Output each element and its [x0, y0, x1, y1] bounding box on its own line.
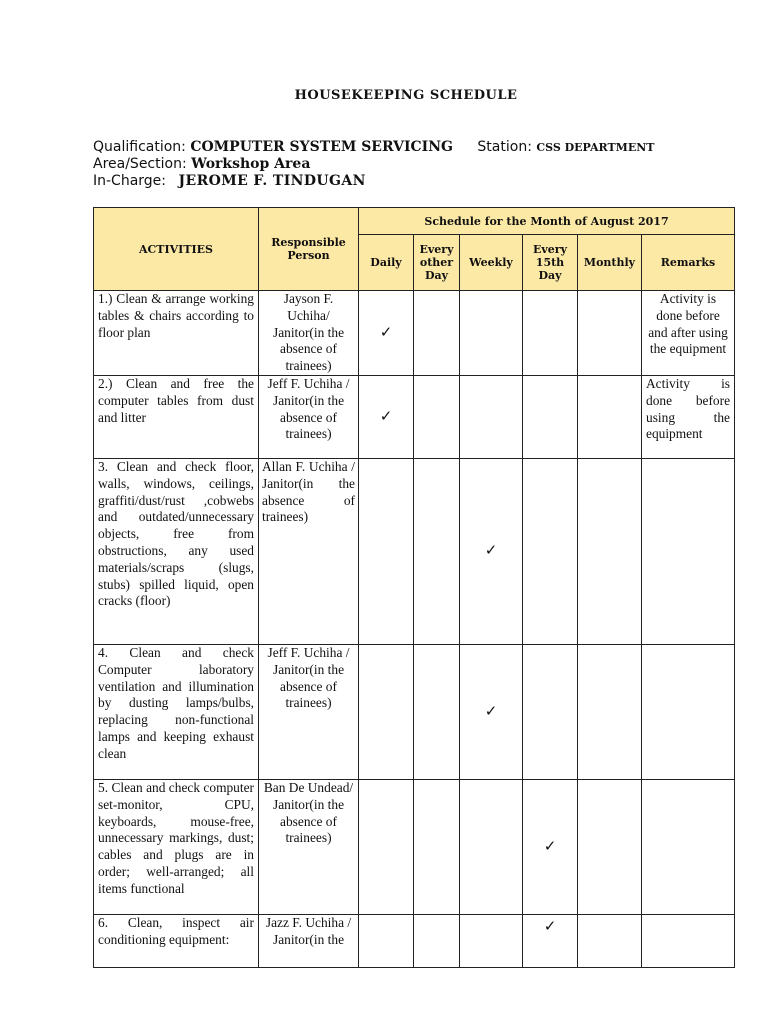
area-label: Area/Section: — [93, 156, 187, 172]
activity-cell: 1.) Clean & arrange working tables & chairs according to floor plan — [94, 291, 259, 376]
table-row — [94, 914, 735, 967]
schedule-cell — [460, 779, 523, 914]
responsible-cell: Jeff F. Uchiha / Janitor(in the absence of trainees) — [259, 375, 359, 458]
table-row — [94, 458, 735, 644]
schedule-cell — [359, 291, 414, 376]
schedule-cell — [460, 458, 523, 644]
schedule-cell — [359, 375, 414, 458]
schedule-cell — [578, 779, 642, 914]
schedule-cell — [460, 375, 523, 458]
schedule-cell — [523, 375, 578, 458]
activity-cell: 6. Clean, inspect air conditioning equipment: — [94, 914, 259, 967]
incharge-line — [93, 173, 366, 189]
schedule-cell — [460, 644, 523, 779]
header-every-other-day: Every other Day — [414, 235, 460, 291]
activity-cell: 2.) Clean and free the computer tables from dust and litter — [94, 375, 259, 458]
schedule-cell — [523, 644, 578, 779]
area-line — [93, 156, 310, 172]
header-remarks: Remarks — [642, 235, 735, 291]
incharge-label: In-Charge: — [93, 173, 167, 189]
station-value: CSS DEPARTMENT — [536, 141, 655, 154]
table-row — [94, 644, 735, 779]
header-activities: ACTIVITIES — [94, 208, 259, 291]
responsible-cell: Jayson F. Uchiha/ Janitor(in the absence of trainees) — [259, 291, 359, 376]
schedule-cell — [414, 779, 460, 914]
area-value: Workshop Area — [191, 156, 311, 172]
table-row — [94, 375, 735, 458]
schedule-cell — [578, 291, 642, 376]
schedule-cell — [523, 291, 578, 376]
schedule-cell — [359, 779, 414, 914]
schedule-cell — [460, 291, 523, 376]
check-icon: ✓ — [543, 918, 557, 935]
schedule-cell — [578, 458, 642, 644]
responsible-cell: Jazz F. Uchiha / Janitor(in the — [259, 914, 359, 967]
responsible-cell: Jeff F. Uchiha / Janitor(in the absence of trainees) — [259, 644, 359, 779]
activity-cell: 4. Clean and check Computer laboratory ventilation and illumination by dusting lamps/bulbs, replacing non-functional lamps and keeping exhaust clean — [94, 644, 259, 779]
responsible-cell: Allan F. Uchiha / Janitor(in the absence of trainees) — [259, 458, 359, 644]
responsible-cell: Ban De Undead/ Janitor(in the absence of trainees) — [259, 779, 359, 914]
remarks-cell — [642, 779, 735, 914]
schedule-cell — [578, 375, 642, 458]
page-title: HOUSEKEEPING SCHEDULE — [294, 88, 518, 103]
remarks-cell: Activity is done before using the equipment — [642, 375, 735, 458]
check-icon: ✓ — [379, 408, 393, 425]
table-row — [94, 291, 735, 376]
header-responsible: Responsible Person — [259, 208, 359, 291]
schedule-cell — [578, 914, 642, 967]
remarks-cell — [642, 458, 735, 644]
remarks-cell — [642, 914, 735, 967]
qualification-line — [93, 139, 654, 155]
incharge-value: JEROME F. TINDUGAN — [178, 173, 366, 189]
schedule-cell — [414, 291, 460, 376]
schedule-cell — [460, 914, 523, 967]
activity-cell: 3. Clean and check floor, walls, windows, ceilings, graffiti/dust/rust ,cobwebs and outdated/unnecessary objects, free from obstructions, any used materials/scraps (slugs, stubs) spilled liquid, open cracks (floor) — [94, 458, 259, 644]
remarks-cell — [642, 644, 735, 779]
activity-cell: 5. Clean and check computer set-monitor, CPU, keyboards, mouse-free, unnecessary markings, dust; cables and plugs are in order; well-arranged; all items functional — [94, 779, 259, 914]
check-icon: ✓ — [543, 838, 557, 855]
qualification-value: COMPUTER SYSTEM SERVICING — [190, 139, 453, 155]
schedule-cell — [414, 375, 460, 458]
check-icon: ✓ — [484, 543, 498, 560]
schedule-cell — [359, 458, 414, 644]
check-icon: ✓ — [484, 703, 498, 720]
table-row — [94, 779, 735, 914]
schedule-cell — [523, 458, 578, 644]
schedule-cell — [523, 779, 578, 914]
header-every-15th-day: Every 15th Day — [523, 235, 578, 291]
schedule-cell — [359, 914, 414, 967]
header-schedule: Schedule for the Month of August 2017 — [359, 208, 735, 235]
check-icon: ✓ — [379, 324, 393, 341]
header-weekly: Weekly — [460, 235, 523, 291]
housekeeping-table — [93, 207, 735, 968]
qualification-label: Qualification: — [93, 139, 186, 155]
schedule-rows — [94, 291, 735, 968]
schedule-cell — [523, 914, 578, 967]
remarks-cell: Activity is done before and after using the equipment — [642, 291, 735, 376]
schedule-cell — [414, 644, 460, 779]
schedule-cell — [359, 644, 414, 779]
schedule-cell — [578, 644, 642, 779]
schedule-cell — [414, 458, 460, 644]
header-daily: Daily — [359, 235, 414, 291]
station-group — [477, 139, 654, 155]
station-label: Station: — [477, 139, 532, 155]
header-monthly: Monthly — [578, 235, 642, 291]
schedule-cell — [414, 914, 460, 967]
